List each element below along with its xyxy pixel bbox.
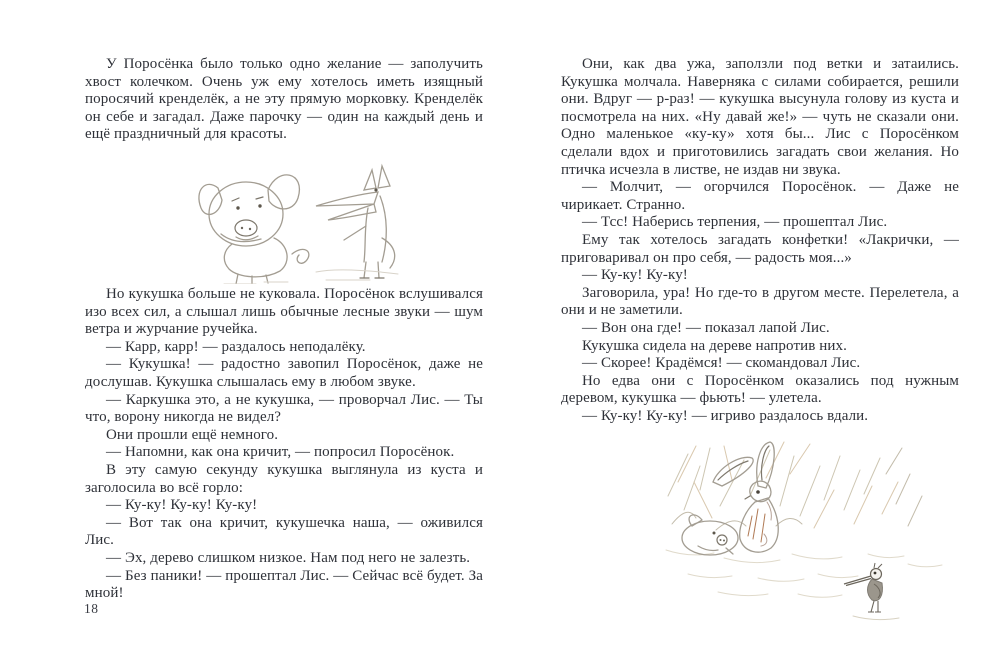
paragraph: — Вон она где! — показал лапой Лис. (582, 319, 830, 336)
paragraph: Но едва они с Поросёнком оказались под нужным деревом, кукушка — фьють! — улетела. (561, 372, 959, 407)
paragraph: — Ку-ку! Ку-ку! — игриво раздалось вдали. (582, 407, 869, 424)
left-page-text-block-1 (85, 56, 483, 144)
paragraph: — Молчит, — огорчился Поросёнок. — Даже не чирикает. Странно. (561, 179, 959, 213)
paragraph: Они прошли ещё немного. (106, 426, 279, 443)
bush-hatching (666, 442, 942, 597)
paragraph: — Карр, карр! — раздалось неподалёку. (106, 338, 366, 355)
paragraph: У Поросёнка было только одно желание — заполучить хвост колечком. Очень уж ему хотелось иметь изящный поросячий кренделёк, а не эту прямую морковку. Кренделёк он себе и загадал. Даже парочку — один на каждый день и ещё праздничный для красоты. (85, 56, 483, 143)
page-number: 18 (84, 601, 99, 616)
fox-sketch (316, 166, 398, 280)
paragraph: — Без паники! — прошептал Лис. — Сейчас всё будет. За мной! (85, 567, 483, 602)
piglet-sketch (682, 515, 738, 555)
right-page-text-block (561, 56, 959, 425)
paragraph: В эту самую секунду кукушка выглянула из куста и заголосила во всё горло: (85, 461, 483, 496)
paragraph: — Каркушка это, а не кукушка, — проворчал Лис. — Ты что, ворону никогда не видел? (85, 391, 483, 426)
paragraph: — Скорее! Крадёмся! — скомандовал Лис. (582, 355, 861, 372)
paragraph: — Ку-ку! Ку-ку! (582, 267, 688, 284)
paragraph: — Напомни, как она кричит, — попросил Поросёнок. (106, 444, 455, 461)
paragraph: — Кукушка! — радостно завопил Поросёнок, даже не дослушав. Кукушка слышалась ему в любом звуке. (85, 356, 483, 390)
paragraph: — Эх, дерево слишком низкое. Нам под него не залезть. (106, 549, 471, 566)
paragraph: Заговорила, ура! Но где-то в другом месте. Перелетела, а они и не заметили. (561, 284, 959, 319)
paragraph: Ему так хотелось загадать конфетки! «Лакрички, — приговаривал он про себя, — радость моя...» (561, 231, 959, 266)
piglet-and-fox-illustration (166, 156, 434, 284)
paragraph: — Тсс! Наберись терпения, — прошептал Лис. (582, 214, 888, 231)
paragraph: Они, как два ужа, заползли под ветки и затаились. Кукушка молчала. Наверняка с силами собирается, решили они. Вдруг — р-раз! — кукушка высунула голову из куста и посмотрела на них. «Ну давай же!» — чуть не сказали они. Одно маленькое «ку-ку» хотя бы... Лис с Поросёнком сделали вдох и приготовились загадать свои желания. Но птичка исчезла в листве, не издав ни звука. (561, 56, 959, 178)
piglet-sketch (199, 175, 309, 284)
left-page-text-block-2 (85, 286, 483, 603)
fox-piglet-bird-sketch-icon (658, 434, 964, 634)
piglet-and-fox-sketch-icon (166, 156, 434, 284)
hiding-animals-and-bird-illustration (658, 434, 964, 634)
paragraph: Но кукушка больше не куковала. Поросёнок вслушивался изо всех сил, а слышал лишь обычные лесные звуки — шум ветра и журчание ручейка. (85, 286, 483, 338)
paragraph: Кукушка сидела на дереве напротив них. (582, 337, 847, 354)
paragraph: — Ку-ку! Ку-ку! Ку-ку! (106, 497, 258, 514)
bird-sketch (844, 563, 899, 620)
paragraph: — Вот так она кричит, кукушечка наша, — оживился Лис. (85, 514, 483, 549)
